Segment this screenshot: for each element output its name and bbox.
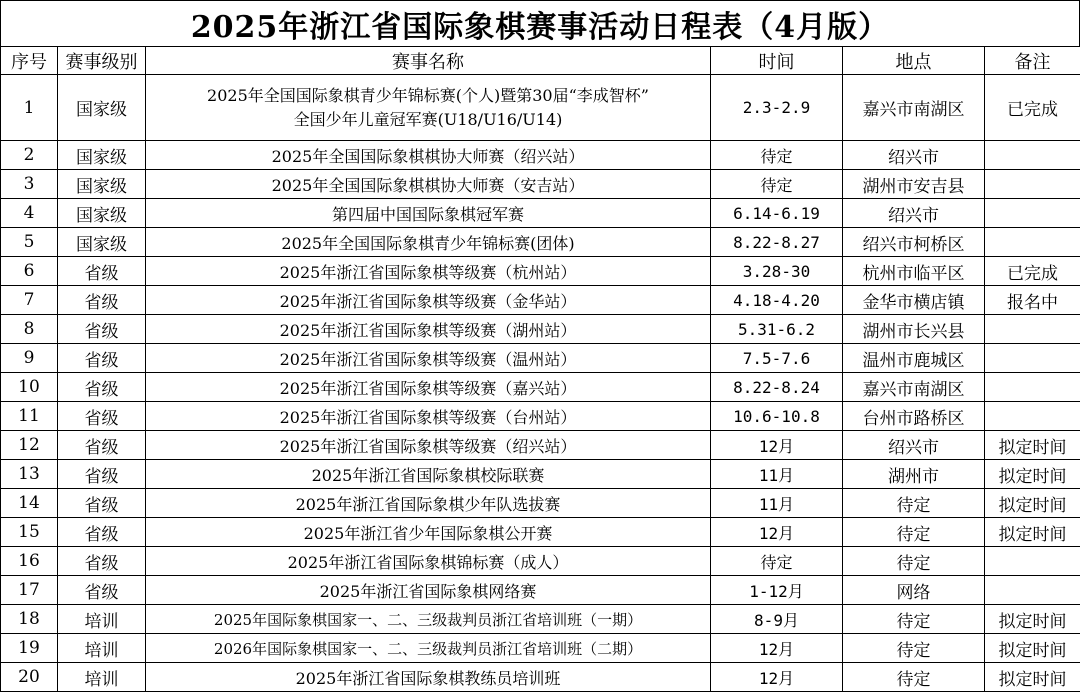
cell-seq: 8: [1, 315, 58, 344]
cell-time: 2.3-2.9: [711, 75, 843, 141]
cell-name-line2: 全国少年儿童冠军赛(U18/U16/U14): [293, 109, 563, 129]
table-row: [1, 576, 1080, 605]
table-row: [1, 75, 1080, 141]
cell-name: 2025年浙江省国际象棋锦标赛（成人）: [146, 547, 711, 576]
cell-name-line1: 2025年全国国际象棋青少年锦标赛(个人)暨第30届“李成智杯”: [207, 85, 649, 105]
table-row: [1, 547, 1080, 576]
cell-time: 6.14-6.19: [711, 199, 843, 228]
cell-name: 2026年国际象棋国家一、二、三级裁判员浙江省培训班（二期）: [146, 634, 711, 663]
cell-remark: 拟定时间: [985, 518, 1080, 547]
table-header-row: [1, 47, 1080, 75]
cell-location: 嘉兴市南湖区: [843, 373, 985, 402]
cell-location: 待定: [843, 663, 985, 692]
cell-remark: [985, 547, 1080, 576]
cell-seq: 4: [1, 199, 58, 228]
cell-name: 2025年浙江省国际象棋校际联赛: [146, 460, 711, 489]
cell-seq: 5: [1, 228, 58, 257]
cell-seq: 1: [1, 75, 58, 141]
cell-remark: 拟定时间: [985, 489, 1080, 518]
cell-location: 待定: [843, 634, 985, 663]
cell-location: 绍兴市: [843, 431, 985, 460]
cell-remark: 拟定时间: [985, 460, 1080, 489]
cell-location: 湖州市: [843, 460, 985, 489]
table-row: [1, 141, 1080, 170]
cell-seq: 12: [1, 431, 58, 460]
cell-name: 2025年浙江省国际象棋等级赛（台州站）: [146, 402, 711, 431]
cell-remark: 拟定时间: [985, 663, 1080, 692]
schedule-table: [0, 46, 1080, 692]
cell-name: 2025年浙江省少年国际象棋公开赛: [146, 518, 711, 547]
cell-remark: 已完成: [985, 75, 1080, 141]
cell-level: 省级: [58, 315, 146, 344]
cell-time: 12月: [711, 431, 843, 460]
cell-name: 2025年浙江省国际象棋等级赛（湖州站）: [146, 315, 711, 344]
cell-location: 绍兴市柯桥区: [843, 228, 985, 257]
cell-seq: 16: [1, 547, 58, 576]
table-row: [1, 315, 1080, 344]
cell-name: 2025年浙江省国际象棋网络赛: [146, 576, 711, 605]
cell-time: 1-12月: [711, 576, 843, 605]
cell-level: 国家级: [58, 228, 146, 257]
cell-seq: 10: [1, 373, 58, 402]
cell-time: 8.22-8.24: [711, 373, 843, 402]
header-time: 时间: [711, 47, 843, 75]
cell-seq: 20: [1, 663, 58, 692]
cell-level: 省级: [58, 547, 146, 576]
cell-time: 5.31-6.2: [711, 315, 843, 344]
cell-time: 7.5-7.6: [711, 344, 843, 373]
cell-level: 国家级: [58, 199, 146, 228]
cell-level: 省级: [58, 402, 146, 431]
cell-level: 国家级: [58, 170, 146, 199]
table-row: [1, 402, 1080, 431]
cell-location: 待定: [843, 489, 985, 518]
cell-level: 国家级: [58, 141, 146, 170]
cell-level: 省级: [58, 286, 146, 315]
cell-remark: 已完成: [985, 257, 1080, 286]
cell-name: 2025年浙江省国际象棋等级赛（绍兴站）: [146, 431, 711, 460]
cell-remark: 拟定时间: [985, 431, 1080, 460]
cell-remark: [985, 228, 1080, 257]
cell-remark: [985, 576, 1080, 605]
cell-time: 4.18-4.20: [711, 286, 843, 315]
cell-remark: [985, 141, 1080, 170]
cell-name: 2025年浙江省国际象棋少年队选拔赛: [146, 489, 711, 518]
cell-name: 2025年浙江省国际象棋等级赛（温州站）: [146, 344, 711, 373]
cell-name: 2025年浙江省国际象棋等级赛（杭州站）: [146, 257, 711, 286]
cell-time: 待定: [711, 170, 843, 199]
cell-time: 12月: [711, 634, 843, 663]
cell-seq: 17: [1, 576, 58, 605]
cell-level: 省级: [58, 431, 146, 460]
cell-location: 台州市路桥区: [843, 402, 985, 431]
cell-time: 8-9月: [711, 605, 843, 634]
cell-remark: 拟定时间: [985, 634, 1080, 663]
cell-seq: 3: [1, 170, 58, 199]
cell-location: 金华市横店镇: [843, 286, 985, 315]
table-row: [1, 431, 1080, 460]
cell-level: 省级: [58, 489, 146, 518]
cell-location: 杭州市临平区: [843, 257, 985, 286]
cell-seq: 14: [1, 489, 58, 518]
table-row: [1, 170, 1080, 199]
table-row: [1, 489, 1080, 518]
table-row: [1, 605, 1080, 634]
cell-location: 待定: [843, 518, 985, 547]
cell-level: 省级: [58, 460, 146, 489]
cell-level: 省级: [58, 257, 146, 286]
header-seq: 序号: [1, 47, 58, 75]
cell-time: 12月: [711, 663, 843, 692]
cell-seq: 7: [1, 286, 58, 315]
table-row: [1, 199, 1080, 228]
cell-time: 10.6-10.8: [711, 402, 843, 431]
cell-remark: [985, 373, 1080, 402]
cell-name: 2025年浙江省国际象棋教练员培训班: [146, 663, 711, 692]
cell-location: 待定: [843, 605, 985, 634]
table-row: [1, 228, 1080, 257]
table-row: [1, 634, 1080, 663]
cell-level: 省级: [58, 373, 146, 402]
cell-seq: 15: [1, 518, 58, 547]
cell-seq: 19: [1, 634, 58, 663]
cell-name: 第四届中国国际象棋冠军赛: [146, 199, 711, 228]
table-row: [1, 663, 1080, 692]
table-row: [1, 518, 1080, 547]
cell-seq: 6: [1, 257, 58, 286]
header-level: 赛事级别: [58, 47, 146, 75]
header-location: 地点: [843, 47, 985, 75]
table-row: [1, 373, 1080, 402]
cell-location: 湖州市安吉县: [843, 170, 985, 199]
cell-level: 国家级: [58, 75, 146, 141]
cell-time: 11月: [711, 460, 843, 489]
cell-remark: 拟定时间: [985, 605, 1080, 634]
cell-location: 待定: [843, 547, 985, 576]
cell-time: 3.28-30: [711, 257, 843, 286]
page-title: 2025年浙江省国际象棋赛事活动日程表（4月版）: [0, 0, 1080, 46]
cell-remark: [985, 344, 1080, 373]
cell-location: 绍兴市: [843, 141, 985, 170]
cell-name: 2025年全国国际象棋棋协大师赛（绍兴站）: [146, 141, 711, 170]
cell-name: 2025年全国国际象棋青少年锦标赛(团体): [146, 228, 711, 257]
header-remark: 备注: [985, 47, 1080, 75]
table-row: [1, 286, 1080, 315]
cell-time: 8.22-8.27: [711, 228, 843, 257]
cell-remark: [985, 170, 1080, 199]
cell-level: 培训: [58, 605, 146, 634]
cell-time: 待定: [711, 141, 843, 170]
cell-name: 2025年浙江省国际象棋等级赛（金华站）: [146, 286, 711, 315]
cell-level: 省级: [58, 518, 146, 547]
cell-time: 待定: [711, 547, 843, 576]
cell-location: 温州市鹿城区: [843, 344, 985, 373]
cell-name: [146, 75, 711, 141]
cell-time: 12月: [711, 518, 843, 547]
cell-level: 培训: [58, 634, 146, 663]
cell-level: 省级: [58, 344, 146, 373]
cell-remark: [985, 315, 1080, 344]
cell-seq: 18: [1, 605, 58, 634]
cell-name: 2025年浙江省国际象棋等级赛（嘉兴站）: [146, 373, 711, 402]
cell-name: 2025年全国国际象棋棋协大师赛（安吉站）: [146, 170, 711, 199]
cell-level: 省级: [58, 576, 146, 605]
table-row: [1, 257, 1080, 286]
header-name: 赛事名称: [146, 47, 711, 75]
cell-seq: 2: [1, 141, 58, 170]
cell-location: 网络: [843, 576, 985, 605]
cell-level: 培训: [58, 663, 146, 692]
cell-remark: [985, 199, 1080, 228]
cell-location: 绍兴市: [843, 199, 985, 228]
table-row: [1, 460, 1080, 489]
cell-remark: [985, 402, 1080, 431]
cell-location: 湖州市长兴县: [843, 315, 985, 344]
cell-remark: 报名中: [985, 286, 1080, 315]
table-row: [1, 344, 1080, 373]
cell-location: 嘉兴市南湖区: [843, 75, 985, 141]
cell-time: 11月: [711, 489, 843, 518]
cell-seq: 11: [1, 402, 58, 431]
cell-seq: 13: [1, 460, 58, 489]
cell-seq: 9: [1, 344, 58, 373]
cell-name: 2025年国际象棋国家一、二、三级裁判员浙江省培训班（一期）: [146, 605, 711, 634]
